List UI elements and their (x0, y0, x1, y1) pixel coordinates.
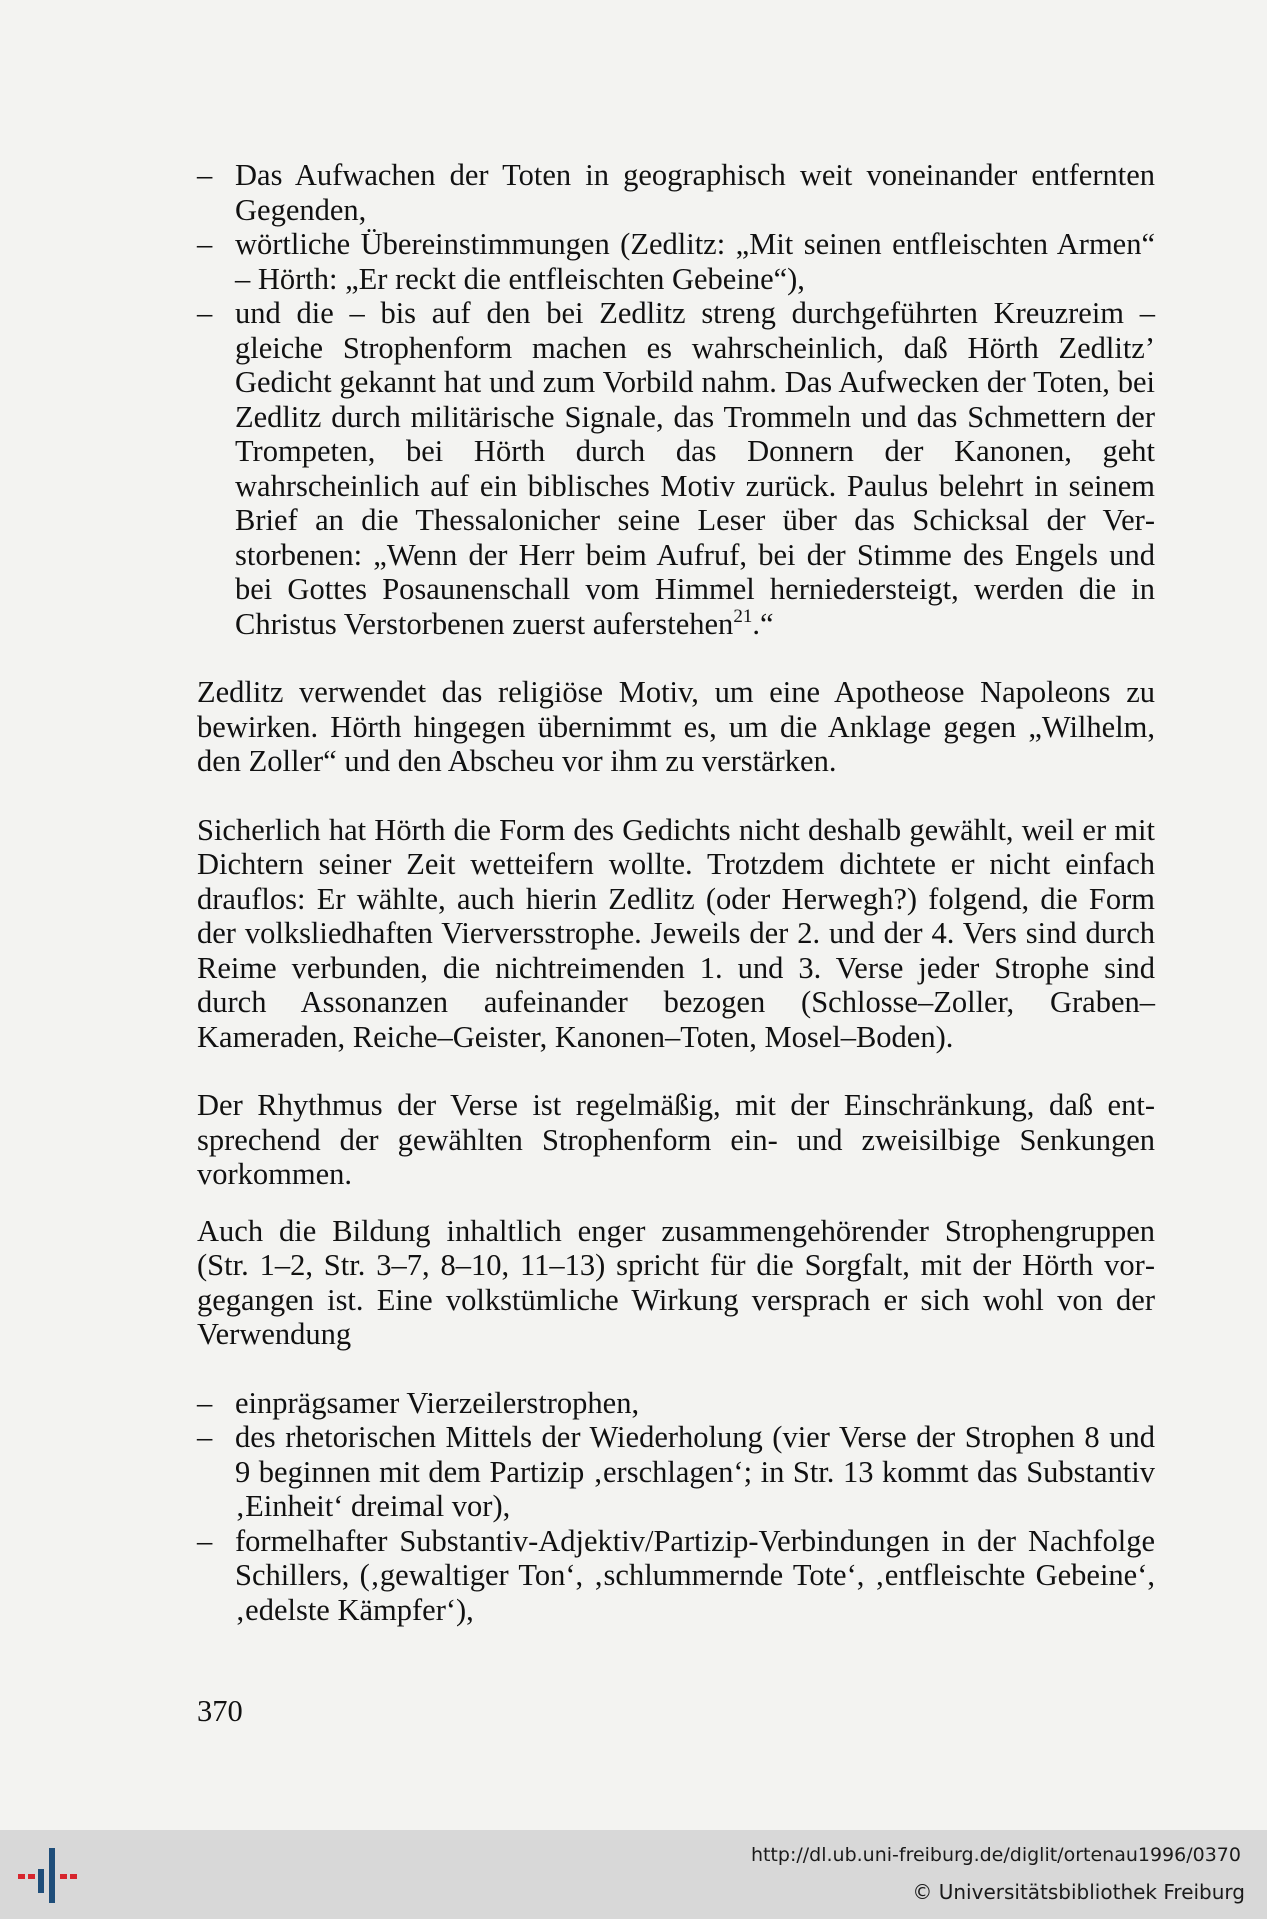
paragraph: Auch die Bildung inhaltlich enger zusammengehörender Strophengruppen (Str. 1–2, Str. 3–7, 8–10, 11–13) spricht für die Sorgfalt, mit der Hörth vorgegangen ist. Eine volkstümliche Wirkung versprach er sich wohl von der Verwendung (197, 1213, 1155, 1351)
paragraph: Sicherlich hat Hörth die Form des Gedichts nicht deshalb gewählt, weil er mit Dichtern seiner Zeit wetteifern wollte. Trotzdem dichtete er nicht einfach drauflos: Er wählte, auch hierin Zedlitz (oder Herwegh?) folgend, die Form der volksliedhaften Vierversstrophe. Jeweils der 2. und der 4. Vers sind durch Reime verbunden, die nichtreimenden 1. und 3. Verse jeder Strophe sind durch Assonanzen aufeinander bezogen (Schlosse–Zoller, Graben–Kameraden, Reiche–Geister, Kanonen–Toten, Mosel–Boden). (197, 812, 1155, 1054)
quote-close: .“ (752, 606, 774, 641)
paragraph: Der Rhythmus der Verse ist regelmäßig, mit der Einschränkung, daß entsprechend der gewählten Strophenform ein- und zweisilbige Senkungen vorkommen. (197, 1088, 1155, 1191)
page-number: 370 (197, 1694, 243, 1728)
footnote-reference: 21 (733, 605, 753, 627)
list-item: – Das Aufwachen der Toten in geographisch weit voneinander entfernten Gegenden, (197, 158, 1155, 227)
dash-list-1 (197, 158, 1155, 641)
list-item: – wörtliche Übereinstimmungen (Zedlitz: „Mit seinen entfleischten Armen“ – Hörth: „Er reckt die entfleischten Gebeine“), (197, 227, 1155, 296)
ub-freiburg-logo-icon (16, 1842, 82, 1908)
list-item: – des rhetorischen Mittels der Wiederholung (vier Verse der Strophen 8 und 9 beginnen mit dem Partizip ‚erschlagen‘; in Str. 13 kommt das Substantiv ‚Einheit‘ dreimal vor), (197, 1420, 1155, 1524)
source-url[interactable]: http://dl.ub.uni-freiburg.de/diglit/ortenau1996/0370 (750, 1844, 1241, 1866)
list-item: – formelhafter Substantiv-Adjektiv/Partizip-Verbindungen in der Nachfolge Schillers, (‚gewaltiger Ton‘, ‚schlummernde Tote‘, ‚entfleischte Gebeine‘, ‚edelste Kämpfer‘), (197, 1524, 1155, 1628)
list-item (197, 296, 1155, 641)
list-item: – einprägsamer Vierzeilerstrophen, (197, 1386, 1155, 1421)
dash-list-2 (197, 1386, 1155, 1628)
footer-bar (0, 1830, 1267, 1919)
copyright-notice: © Universitätsbibliothek Freiburg (912, 1880, 1245, 1904)
paragraph: Zedlitz verwendet das religiöse Motiv, um eine Apotheose Napoleons zu bewirken. Hörth hingegen übernimmt es, um die Anklage gegen „Wilhelm, den Zoller“ und den Abscheu vor ihm zu verstärken. (197, 675, 1155, 778)
list-item-text: und die – bis auf den bei Zedlitz streng durchgeführten Kreuzreim – gleiche Strophenform machen es wahrscheinlich, daß Hörth Zedlitz’ Gedicht gekannt hat und zum Vorbild nahm. Das Aufwecken der Toten, bei Zedlitz durch militärische Signale, das Trommeln und das Schmettern der Trompeten, bei Hörth durch das Donnern der Kanonen, geht wahrscheinlich auf ein biblisches Motiv zurück. Paulus belehrt in seinem Brief an die Thessalonicher seine Leser über das Schicksal der Verstorbenen: „Wenn der Herr beim Aufruf, bei der Stimme des Engels und bei Gottes Posaunenschall vom Himmel herniedersteigt, werden die in Christus Verstorbenen zuerst auferstehen (235, 296, 1155, 641)
page-body (197, 158, 1155, 1627)
